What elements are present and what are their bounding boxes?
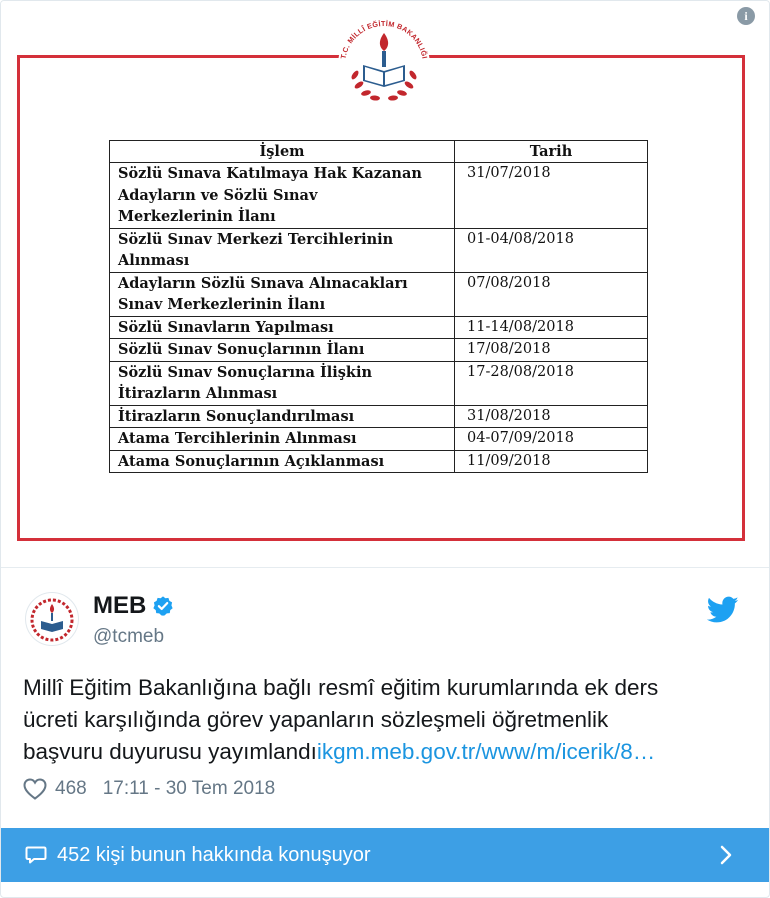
avatar[interactable] [25, 592, 79, 646]
operation-cell: Atama Sonuçlarının Açıklanması [110, 450, 455, 473]
date-cell: 31/08/2018 [455, 405, 648, 428]
table-row [110, 450, 648, 473]
schedule-table [109, 140, 648, 473]
author-name[interactable]: MEB [93, 592, 147, 619]
operation-cell: Adayların Sözlü Sınava Alınacakları Sınav Merkezlerinin İlanı [110, 272, 455, 316]
operation-cell: Atama Tercihlerinin Alınması [110, 428, 455, 451]
chevron-right-icon [719, 845, 733, 865]
verified-badge-icon [152, 595, 174, 617]
table-row [110, 428, 648, 451]
date-cell: 31/07/2018 [455, 163, 648, 229]
tweet-text [23, 672, 743, 768]
meb-avatar-logo-icon [26, 593, 78, 645]
date-cell: 11-14/08/2018 [455, 316, 648, 339]
author-name-row[interactable] [93, 592, 174, 620]
conversation-bar[interactable] [1, 828, 769, 882]
meb-logo-icon [329, 3, 439, 113]
date-cell: 01-04/08/2018 [455, 228, 648, 272]
tweet-media-image[interactable] [1, 1, 769, 568]
tweet-text-line-1: Millî Eğitim Bakanlığına bağlı resmî eğitim kurumlarında ek ders [23, 675, 659, 700]
table-row [110, 163, 648, 229]
tweet-meta [23, 778, 275, 800]
table-row [110, 228, 648, 272]
operation-cell: Sözlü Sınava Katılmaya Hak Kazanan Adayların ve Sözlü Sınav Merkezlerinin İlanı [110, 163, 455, 229]
table-row [110, 361, 648, 405]
logo-text: T.C. MİLLÎ EĞİTİM BAKANLIĞI [338, 18, 430, 60]
conversation-bar-label: 452 kişi bunun hakkında konuşuyor [57, 843, 371, 866]
date-cell: 17-28/08/2018 [455, 361, 648, 405]
tweet-text-line-3: başvuru duyurusu yayımlandı [23, 739, 317, 764]
speech-bubble-icon [25, 845, 47, 865]
column-header-islem: İşlem [110, 141, 455, 163]
date-cell: 04-07/09/2018 [455, 428, 648, 451]
operation-cell: Sözlü Sınav Sonuçlarının İlanı [110, 339, 455, 362]
operation-cell: İtirazların Sonuçlandırılması [110, 405, 455, 428]
operation-cell: Sözlü Sınavların Yapılması [110, 316, 455, 339]
column-header-tarih: Tarih [455, 141, 648, 163]
author-handle[interactable]: @tcmeb [93, 626, 165, 647]
tweet-link[interactable]: ikgm.meb.gov.tr/www/m/icerik/8… [316, 739, 656, 764]
table-row [110, 339, 648, 362]
operation-cell: Sözlü Sınav Merkezi Tercihlerinin Alınması [110, 228, 455, 272]
date-cell: 17/08/2018 [455, 339, 648, 362]
like-count[interactable]: 468 [55, 778, 87, 799]
twitter-bird-icon[interactable] [707, 596, 739, 624]
table-row [110, 316, 648, 339]
operation-cell: Sözlü Sınav Sonuçlarına İlişkin İtirazların Alınması [110, 361, 455, 405]
date-cell: 11/09/2018 [455, 450, 648, 473]
tweet-timestamp[interactable]: 17:11 - 30 Tem 2018 [102, 778, 276, 799]
heart-icon[interactable] [23, 778, 47, 800]
date-cell: 07/08/2018 [455, 272, 648, 316]
info-icon[interactable]: i [737, 7, 755, 25]
tweet-text-line-2: ücreti karşılığında görev yapanların sözleşmeli öğretmenlik [23, 707, 609, 732]
table-row [110, 405, 648, 428]
table-row [110, 272, 648, 316]
